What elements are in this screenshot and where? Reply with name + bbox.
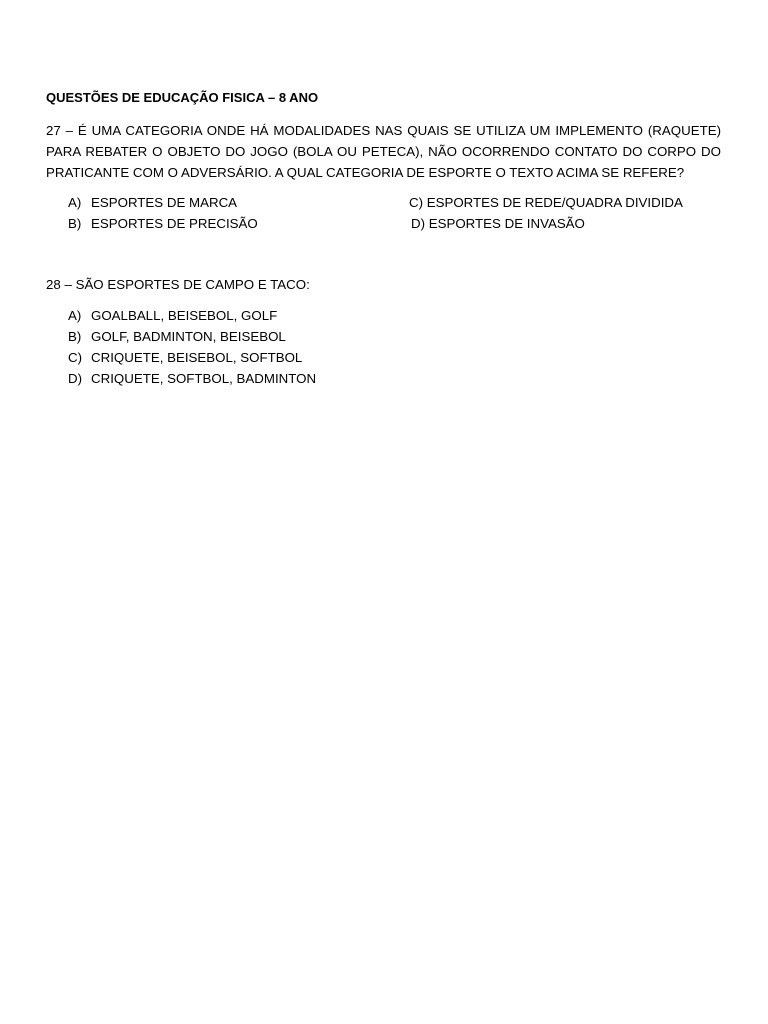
option-text: GOLF, BADMINTON, BEISEBOL	[91, 329, 286, 344]
question-28-option-b	[68, 326, 286, 347]
question-28-option-c	[68, 347, 302, 368]
question-27-option-d	[411, 213, 585, 234]
option-text: ESPORTES DE PRECISÃO	[91, 216, 258, 231]
option-text: ESPORTES DE REDE/QUADRA DIVIDIDA	[426, 195, 683, 210]
option-text: CRIQUETE, SOFTBOL, BADMINTON	[91, 371, 317, 386]
option-letter: B)	[68, 329, 82, 344]
document-title: QUESTÕES DE EDUCAÇÃO FISICA – 8 ANO	[46, 90, 319, 105]
option-letter: A)	[68, 308, 82, 323]
question-27-option-a	[68, 192, 237, 213]
option-text: GOALBALL, BEISEBOL, GOLF	[91, 308, 278, 323]
question-28-option-a	[68, 305, 277, 326]
option-letter: A)	[68, 195, 82, 210]
option-letter: C)	[68, 350, 83, 365]
question-27-option-c	[409, 192, 683, 213]
option-letter: B)	[68, 216, 82, 231]
question-27-option-b	[68, 213, 258, 234]
option-letter: D)	[411, 216, 426, 231]
option-letter: D)	[68, 371, 83, 386]
option-letter: C)	[409, 195, 424, 210]
question-27-text: 27 – É UMA CATEGORIA ONDE HÁ MODALIDADES NAS QUAIS SE UTILIZA UM IMPLEMENTO (RAQUETE) PARA REBATER O OBJETO DO JOGO (BOLA OU PETECA), NÃO OCORRENDO CONTATO DO CORPO DO PRATICANTE COM O ADVERSÁRIO. A QUAL CATEGORIA DE ESPORTE O TEXTO ACIMA SE REFERE?	[46, 123, 721, 180]
option-text: ESPORTES DE MARCA	[91, 195, 238, 210]
question-28-text: 28 – SÃO ESPORTES DE CAMPO E TACO:	[46, 277, 310, 292]
option-text: ESPORTES DE INVASÃO	[428, 216, 585, 231]
option-text: CRIQUETE, BEISEBOL, SOFTBOL	[91, 350, 303, 365]
question-28-option-d	[68, 368, 316, 389]
